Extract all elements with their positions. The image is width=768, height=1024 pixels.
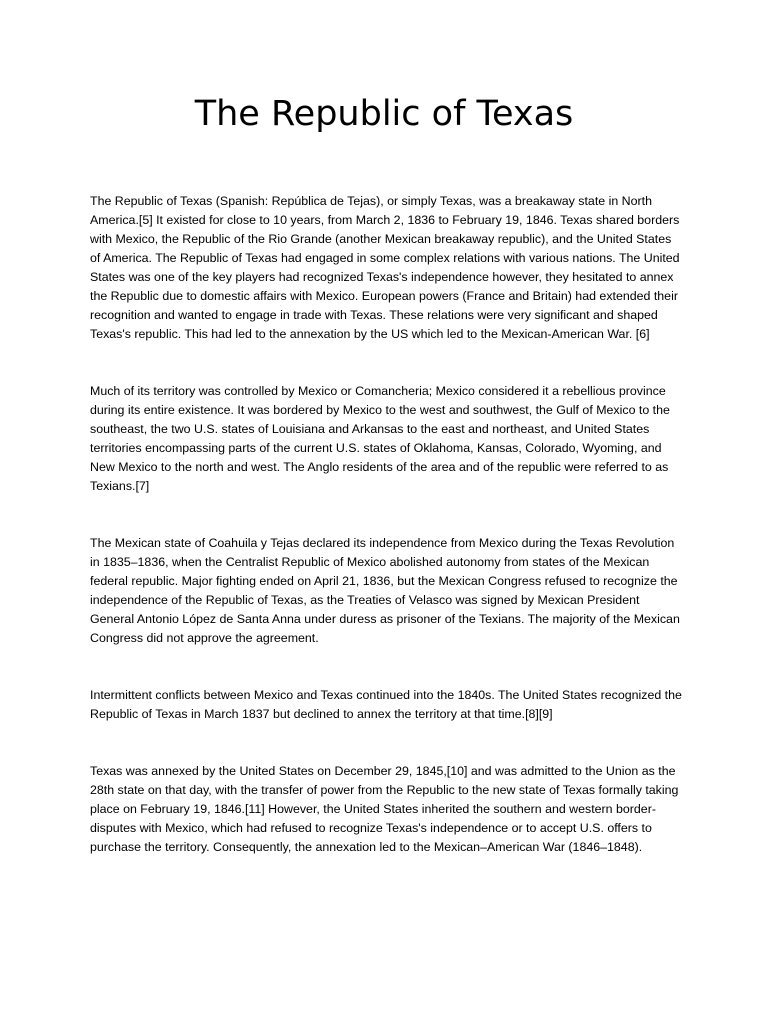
paragraph-4: Intermittent conflicts between Mexico and Texas continued into the 1840s. The United States recognized the Republic of Texas in March 1837 but declined to annex the territory at that time.[8][9] [90, 688, 682, 721]
document-body [90, 192, 684, 895]
paragraph-2: Much of its territory was controlled by Mexico or Comancheria; Mexico considered it a rebellious province during its entire existence. It was bordered by Mexico to the west and southwest, the Gulf of Mexico to the southeast, the two U.S. states of Louisiana and Arkansas to the east and northeast, and United States territories encompassing parts of the current U.S. states of Oklahoma, Kansas, Colorado, Wyoming, and New Mexico to the north and west. The Anglo residents of the area and of the republic were referred to as Texians.[7] [90, 384, 670, 493]
paragraph-3: The Mexican state of Coahuila y Tejas declared its independence from Mexico during the Texas Revolution in 1835–1836, when the Centralist Republic of Mexico abolished autonomy from states of the Mexican federal republic. Major fighting ended on April 21, 1836, but the Mexican Congress refused to recognize the independence of the Republic of Texas, as the Treaties of Velasco was signed by Mexican President General Antonio López de Santa Anna under duress as prisoner of the Texians. The majority of the Mexican Congress did not approve the agreement. [90, 536, 680, 645]
paragraph-1: The Republic of Texas (Spanish: República de Tejas), or simply Texas, was a breakaway state in North America.[5] It existed for close to 10 years, from March 2, 1836 to February 19, 1846. Texas shared borders with Mexico, the Republic of the Rio Grande (another Mexican breakaway republic), and the United States of America. The Republic of Texas had engaged in some complex relations with various nations. The United States was one of the key players had recognized Texas's independence however, they hesitated to annex the Republic due to domestic affairs with Mexico. European powers (France and Britain) had extended their recognition and wanted to engage in trade with Texas. These relations were very significant and shaped Texas's republic. This had led to the annexation by the US which led to the Mexican-American War. [6] [90, 194, 680, 341]
paragraph-5: Texas was annexed by the United States on December 29, 1845,[10] and was admitted to the Union as the 28th state on that day, with the transfer of power from the Republic to the new state of Texas formally taking place on February 19, 1846.[11] However, the United States inherited the southern and western border-disputes with Mexico, which had refused to recognize Texas's independence or to accept U.S. offers to purchase the territory. Consequently, the annexation led to the Mexican–American War (1846–1848). [90, 764, 679, 854]
page-title: The Republic of Texas [194, 94, 574, 134]
